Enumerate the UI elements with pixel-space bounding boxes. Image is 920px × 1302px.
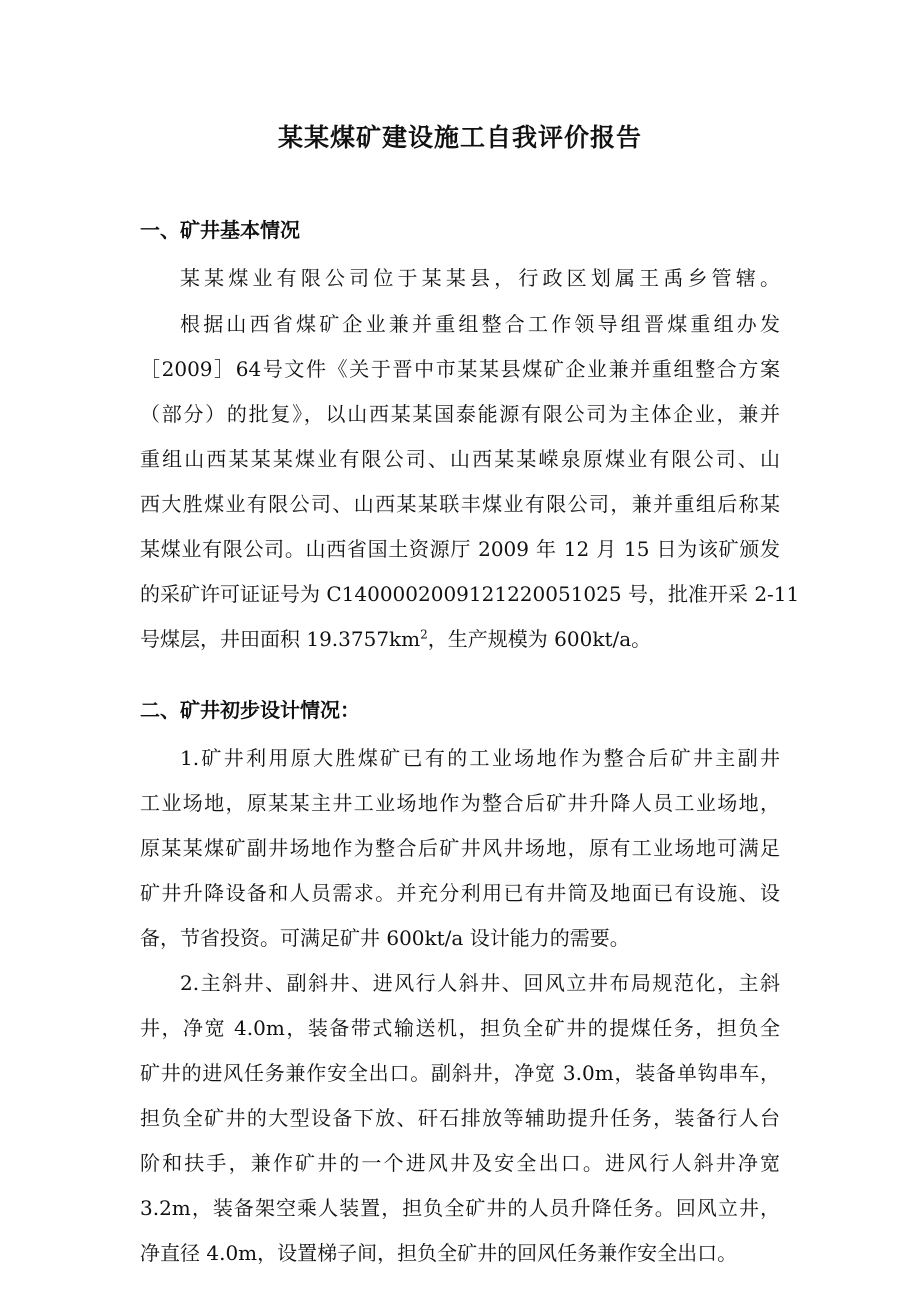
paragraph-line: 矿井升降设备和人员需求。并充分利用已有井筒及地面已有设施、设: [140, 881, 780, 905]
paragraph-line: 备，节省投资。可满足矿井 600kt/a 设计能力的需要。: [140, 926, 630, 950]
paragraph-line: 3.2m，装备架空乘人装置，担负全矿井的人员升降任务。回风立井，: [140, 1196, 780, 1220]
paragraph-line: 工业场地，原某某主井工业场地作为整合后矿井升降人员工业场地，: [140, 791, 780, 815]
paragraph-line: 根据山西省煤矿企业兼并重组整合工作领导组晋煤重组办发: [180, 312, 780, 336]
paragraph-line: 2.主斜井、副斜井、进风行人斜井、回风立井布局规范化，主斜: [180, 971, 780, 995]
section-heading-basic-info: 一、矿井基本情况: [140, 218, 300, 242]
paragraph-line: 阶和扶手，兼作矿井的一个进风井及安全出口。进风行人斜井净宽: [140, 1151, 780, 1175]
paragraph-fragment: ，生产规模为 600kt/a。: [427, 627, 652, 651]
paragraph-line: 某某煤业有限公司位于某某县，行政区划属王禹乡管辖。: [180, 266, 780, 290]
paragraph-line: [140, 623, 780, 652]
paragraph-line: 重组山西某某某煤业有限公司、山西某某嵘泉原煤业有限公司、山: [140, 447, 780, 471]
paragraph-line: 矿井的进风任务兼作安全出口。副斜井，净宽 3.0m，装备单钩串车，: [140, 1061, 780, 1085]
paragraph-line: （部分）的批复》，以山西某某国泰能源有限公司为主体企业，兼并: [140, 402, 780, 426]
paragraph-line: 西大胜煤业有限公司、山西某某联丰煤业有限公司，兼并重组后称某: [140, 492, 780, 516]
page-title: 某某煤矿建设施工自我评价报告: [277, 123, 642, 152]
paragraph-line: 某煤业有限公司。山西省国土资源厅 2009 年 12 月 15 日为该矿颁发: [140, 537, 780, 561]
paragraph-line: 净直径 4.0m，设置梯子间，担负全矿井的回风任务兼作安全出口。: [140, 1241, 738, 1265]
paragraph-line: 1.矿井利用原大胜煤矿已有的工业场地作为整合后矿井主副井: [180, 746, 780, 770]
paragraph-fragment: 号煤层，井田面积 19.3757km: [140, 627, 421, 651]
section-heading-design: 二、矿井初步设计情况：: [140, 698, 360, 722]
paragraph-line: 的采矿许可证证号为 C1400002009121220051025 号，批准开采 2-11: [140, 582, 800, 606]
paragraph-line: 担负全矿井的大型设备下放、矸石排放等辅助提升任务，装备行人台: [140, 1106, 780, 1130]
paragraph-line: 井，净宽 4.0m，装备带式输送机，担负全矿井的提煤任务，担负全: [140, 1016, 780, 1040]
paragraph-line: 原某某煤矿副井场地作为整合后矿井风井场地，原有工业场地可满足: [140, 836, 780, 860]
superscript: 2: [420, 627, 428, 642]
paragraph-line: ［2009］64号文件《关于晋中市某某县煤矿企业兼并重组整合方案: [140, 357, 780, 381]
